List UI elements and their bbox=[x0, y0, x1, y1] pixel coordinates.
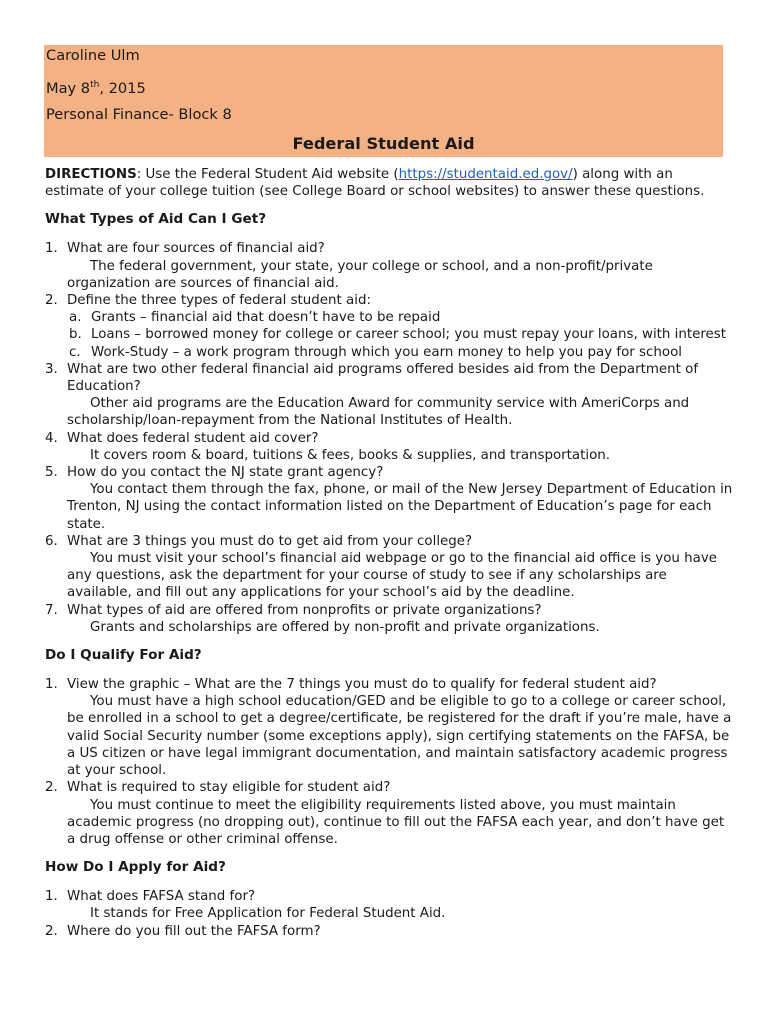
question-text: What is required to stay eligible for student aid? bbox=[67, 780, 391, 796]
question-number: 2. bbox=[45, 780, 58, 796]
question-text: Define the three types of federal student aid: bbox=[67, 293, 371, 309]
question-text: What are 3 things you must do to get aid from your college? bbox=[67, 533, 473, 549]
date-text: May 8 bbox=[46, 79, 91, 97]
sub-list-item bbox=[45, 344, 735, 361]
answer-text: Other aid programs are the Education Award for community service with AmeriCorps and scholarship/loan-repayment from the National Institutes of Health. bbox=[67, 396, 690, 429]
list-item bbox=[45, 464, 735, 533]
header-banner bbox=[44, 45, 723, 157]
document-body bbox=[45, 166, 735, 940]
answer-text: You must have a high school education/GED and be eligible to go to a college or career school, be enrolled in a school to get a degree/certificate, be registered for the draft if you’re male, have a valid Social Security number (some exceptions apply), sign certifying statements on the FAFSA, be a US citizen or have legal immigrant documentation, and maintain satisfactory academic progress at your school. bbox=[67, 694, 732, 779]
question-number: 2. bbox=[45, 293, 58, 309]
date-year: , 2015 bbox=[99, 79, 146, 97]
question-number: 4. bbox=[45, 430, 58, 446]
student-name: Caroline Ulm bbox=[46, 47, 140, 64]
sub-list-item bbox=[45, 326, 735, 343]
list-item bbox=[45, 361, 735, 430]
sub-item-letter: c. bbox=[69, 344, 81, 360]
answer-text: The federal government, your state, your college or school, and a non-profit/private organization are sources of financial aid. bbox=[67, 258, 653, 291]
list-item bbox=[45, 779, 735, 848]
section-heading-types-of-aid: What Types of Aid Can I Get? bbox=[45, 211, 267, 228]
list-item bbox=[45, 888, 735, 922]
question-text: What are four sources of financial aid? bbox=[67, 241, 325, 257]
studentaid-link[interactable]: https://studentaid.ed.gov/ bbox=[398, 167, 573, 182]
directions-label: DIRECTIONS bbox=[45, 167, 137, 182]
question-text: How do you contact the NJ state grant agency? bbox=[67, 465, 384, 481]
section-heading-qualify: Do I Qualify For Aid? bbox=[45, 647, 202, 664]
sub-item-letter: a. bbox=[69, 310, 82, 326]
answer-text: You contact them through the fax, phone, or mail of the New Jersey Department of Education in Trenton, NJ using the contact information listed on the Department of Education’s page for each state. bbox=[67, 482, 733, 532]
class-info: Personal Finance- Block 8 bbox=[46, 106, 232, 123]
directions-text-1: : Use the Federal Student Aid website ( bbox=[136, 167, 399, 182]
answer-text: It stands for Free Application for Federal Student Aid. bbox=[90, 906, 446, 922]
answer-text: You must visit your school’s financial aid webpage or go to the financial aid office is you have any questions, ask the department for your course of study to see if any scholarships are available, and fill out any applications for your school’s aid by the deadline. bbox=[67, 551, 717, 601]
sub-item-letter: b. bbox=[69, 327, 82, 343]
answer-text: You must continue to meet the eligibility requirements listed above, you must maintain academic progress (no dropping out), continue to fill out the FAFSA each year, and don’t have get a drug offense or other criminal offense. bbox=[67, 797, 725, 847]
section-heading-apply: How Do I Apply for Aid? bbox=[45, 859, 226, 876]
sub-list-item bbox=[45, 309, 735, 326]
sub-item-text: Grants – financial aid that doesn’t have to be repaid bbox=[91, 310, 441, 326]
directions-paragraph bbox=[45, 166, 735, 200]
answer-text: It covers room & board, tuitions & fees, books & supplies, and transportation. bbox=[90, 447, 611, 463]
sub-item-text: Loans – borrowed money for college or career school; you must repay your loans, with interest bbox=[91, 327, 727, 343]
directions-text-2: ) along with an estimate of your college tuition (see College Board or school websites) to answer these questions. bbox=[45, 167, 705, 200]
question-text: What does federal student aid cover? bbox=[67, 430, 319, 446]
list-item bbox=[45, 292, 735, 309]
list-item bbox=[45, 602, 735, 636]
question-number: 6. bbox=[45, 533, 58, 549]
question-number: 2. bbox=[45, 923, 58, 939]
question-text: View the graphic – What are the 7 things you must do to qualify for federal student aid? bbox=[67, 677, 657, 693]
assignment-date bbox=[46, 76, 146, 98]
list-item bbox=[45, 533, 735, 602]
date-ordinal: th bbox=[90, 80, 100, 90]
question-number: 3. bbox=[45, 361, 58, 377]
sub-item-text: Work-Study – a work program through which you earn money to help you pay for school bbox=[91, 344, 682, 360]
question-number: 5. bbox=[45, 465, 58, 481]
question-text: What does FAFSA stand for? bbox=[67, 889, 256, 905]
answer-text: Grants and scholarships are offered by non-profit and private organizations. bbox=[90, 619, 600, 635]
list-item bbox=[45, 240, 735, 292]
question-text: What are two other federal financial aid programs offered besides aid from the Department of Education? bbox=[67, 361, 699, 395]
question-number: 1. bbox=[45, 677, 58, 693]
list-item bbox=[45, 676, 735, 779]
question-text: Where do you fill out the FAFSA form? bbox=[67, 923, 321, 939]
document-title: Federal Student Aid bbox=[292, 134, 475, 153]
question-number: 1. bbox=[45, 241, 58, 257]
list-item bbox=[45, 923, 735, 940]
question-number: 7. bbox=[45, 602, 58, 618]
question-number: 1. bbox=[45, 889, 58, 905]
list-item bbox=[45, 430, 735, 464]
question-text: What types of aid are offered from nonprofits or private organizations? bbox=[67, 602, 542, 618]
